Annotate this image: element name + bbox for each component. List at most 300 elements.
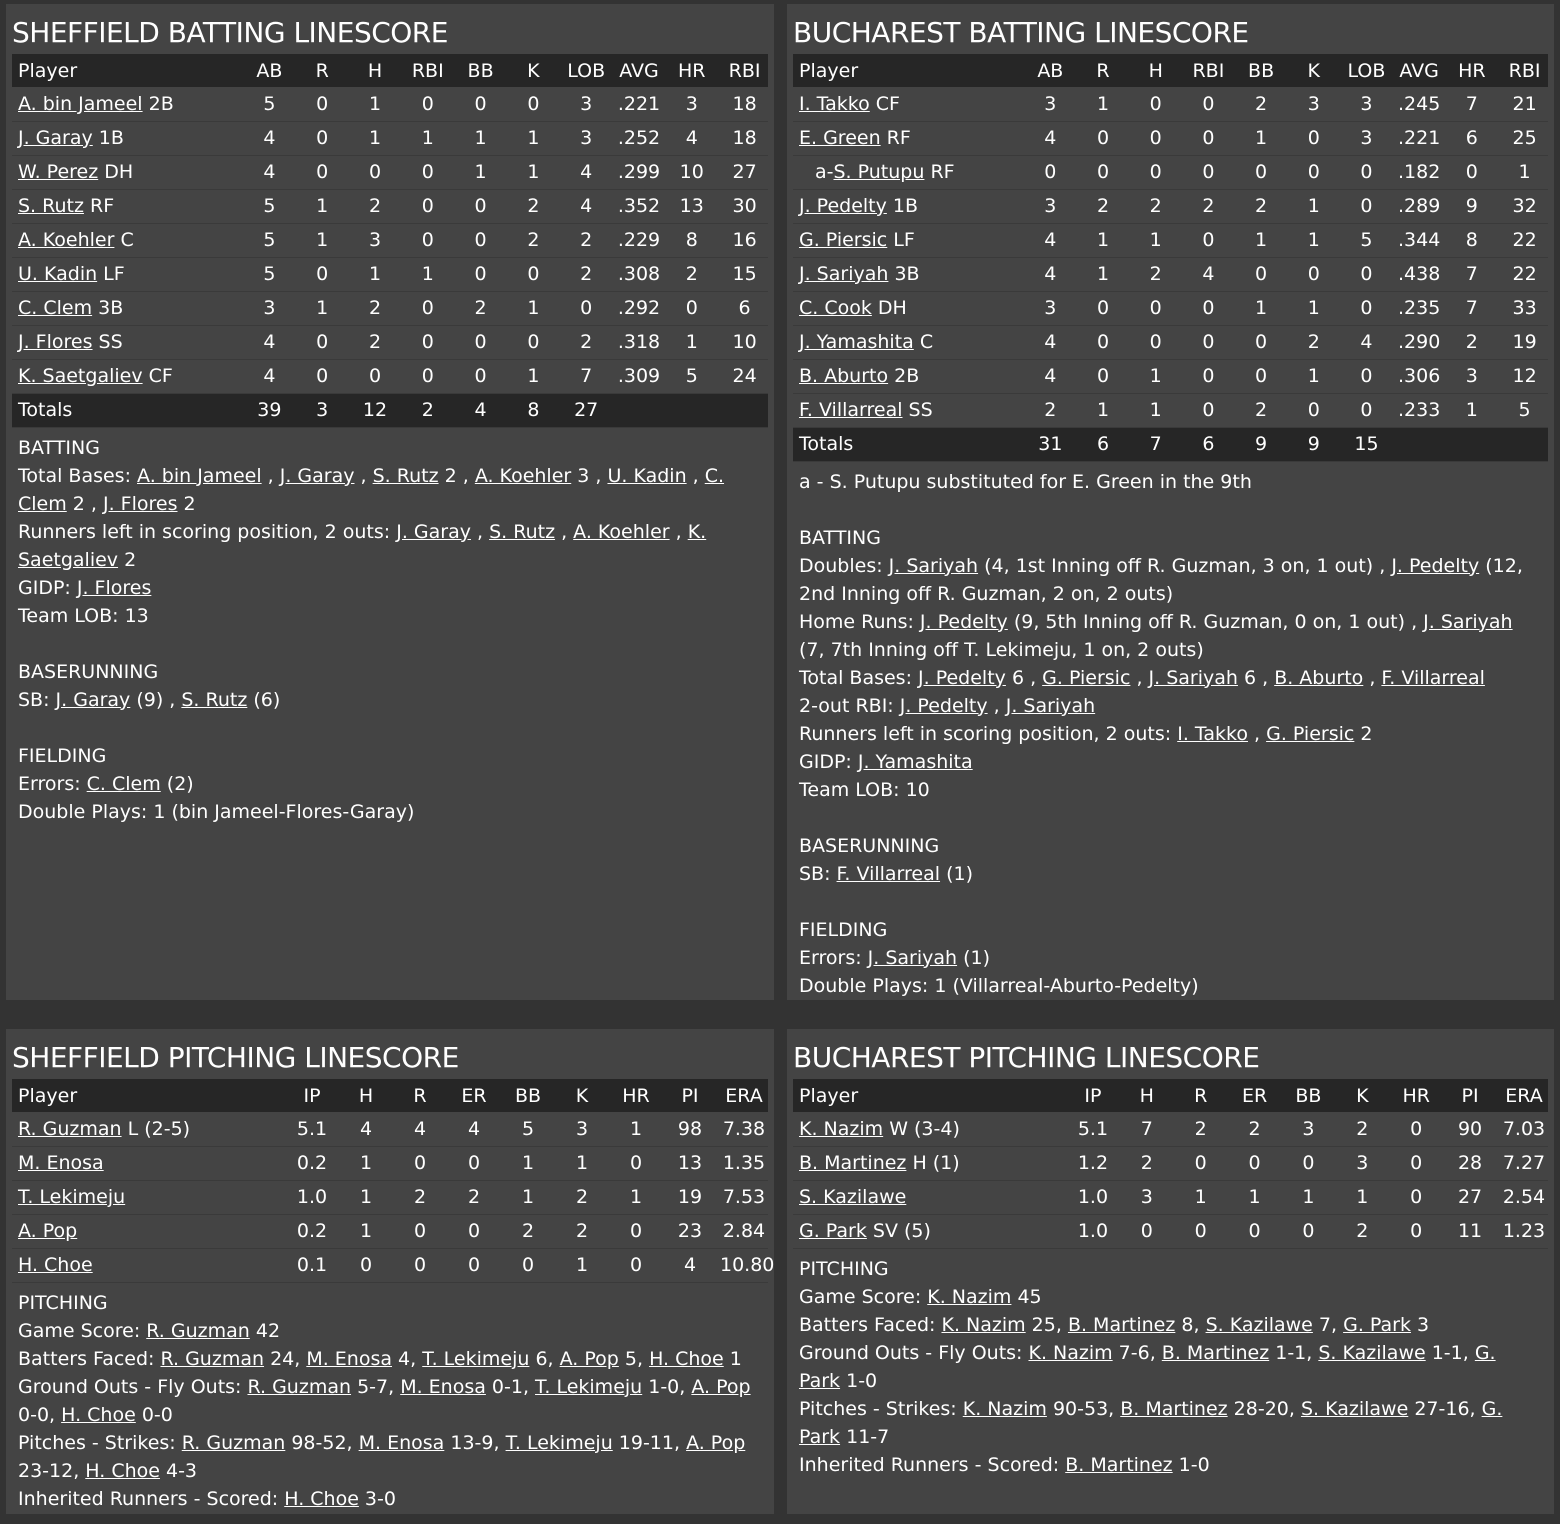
stat-cell: 3	[368, 229, 382, 251]
player-link[interactable]: S. Rutz	[489, 520, 556, 543]
stat-cell	[1495, 427, 1548, 461]
stat-cell: 3	[1360, 127, 1373, 149]
player-link[interactable]: R. Guzman	[18, 1117, 122, 1140]
player-link[interactable]: M. Enosa	[18, 1152, 104, 1174]
stat-cell: 1	[359, 1220, 373, 1242]
player-link[interactable]: J. Pedelty	[799, 195, 887, 217]
player-link[interactable]: S. Rutz	[372, 464, 439, 487]
stat-cell: 3	[1044, 297, 1057, 319]
player-link[interactable]: B. Martinez	[1120, 1397, 1228, 1420]
stat-cell: 5	[521, 1117, 535, 1140]
stat-cell: 98	[677, 1117, 703, 1140]
stat-cell: 0	[467, 1152, 481, 1174]
stat-cell: 2	[474, 297, 487, 319]
stat-cell: 2	[1149, 263, 1162, 285]
player-link[interactable]: A. Pop	[559, 1347, 619, 1370]
player-header: Player	[18, 1084, 78, 1107]
stat-cell: 2	[575, 1186, 589, 1208]
spacer	[799, 888, 1542, 916]
stat-cell: 0	[629, 1254, 643, 1276]
player-header: Player	[799, 59, 859, 82]
player-row	[12, 1146, 768, 1180]
player-cell: A. bin Jameel 2B	[18, 92, 174, 115]
stat-cell: 1	[1465, 399, 1478, 421]
stat-header: ERA	[1505, 1084, 1543, 1107]
stat-cell: 1	[1518, 161, 1531, 183]
stat-cell: 2	[1356, 1117, 1369, 1140]
stat-header: H	[367, 59, 383, 82]
player-link[interactable]: M. Enosa	[400, 1375, 486, 1398]
spacer	[799, 496, 1542, 524]
player-link[interactable]: B. Aburto	[799, 365, 889, 387]
stat-header: PI	[681, 1084, 699, 1107]
stat-cell: 0	[1096, 297, 1110, 319]
player-link[interactable]: C. Clem	[18, 297, 93, 319]
player-row	[12, 1180, 768, 1214]
player-link[interactable]: J. Flores	[103, 492, 178, 515]
stat-cell: 1	[1255, 297, 1268, 319]
stat-header: R	[315, 59, 329, 82]
player-row	[12, 1214, 768, 1248]
stat-header: BB	[514, 1084, 542, 1107]
player-link[interactable]: K. Saetgaliev	[18, 365, 143, 387]
stat-header: BB	[1248, 59, 1275, 82]
stat-header: RBI	[411, 59, 444, 82]
stat-header: BB	[1295, 1084, 1322, 1107]
player-link[interactable]: A. Pop	[686, 1431, 746, 1454]
player-link[interactable]: H. Choe	[284, 1487, 359, 1510]
player-cell: J. Garay 1B	[18, 127, 124, 149]
stat-cell: 0	[316, 263, 329, 285]
stat-cell: 2	[1255, 399, 1268, 421]
player-link[interactable]: T. Lekimeju	[422, 1347, 530, 1370]
player-link[interactable]: R. Guzman	[146, 1319, 250, 1342]
stat-cell: 0	[1202, 365, 1215, 387]
player-link[interactable]: J. Sariyah	[1423, 610, 1513, 633]
stat-cell	[715, 393, 768, 427]
stat-cell: 0	[1096, 365, 1110, 387]
stat-cell: 1	[1356, 1186, 1369, 1208]
player-link[interactable]: H. Choe	[649, 1347, 724, 1370]
stat-cell: 3	[1307, 92, 1320, 115]
player-link[interactable]: S. Rutz	[181, 688, 248, 711]
player-row	[12, 155, 768, 189]
player-link[interactable]: A. Pop	[691, 1375, 751, 1398]
panel-title: SHEFFIELD BATTING LINESCORE	[12, 16, 448, 49]
totals-label: Totals	[18, 399, 73, 421]
stat-cell: 0	[1202, 297, 1215, 319]
stat-cell: 0	[421, 229, 434, 251]
stat-cell: 1	[629, 1186, 643, 1208]
stat-cell: 0	[1202, 229, 1215, 251]
stat-cell: 1	[421, 263, 434, 285]
stat-cell: 15	[1354, 433, 1379, 455]
stat-cell: 0	[1149, 127, 1162, 149]
stat-cell: 0	[474, 92, 487, 115]
stat-cell: 1	[1255, 229, 1268, 251]
player-row	[12, 291, 768, 325]
stat-cell: 6	[1465, 127, 1478, 149]
pitching-table	[12, 1079, 775, 1283]
stat-cell: .299	[617, 161, 661, 183]
note-line: FIELDING	[18, 744, 107, 767]
note-line: Errors: J. Sariyah (1)	[799, 946, 991, 969]
stat-cell: 0	[1194, 1152, 1207, 1174]
player-cell: B. Martinez H (1)	[799, 1152, 960, 1174]
stat-cell: 3	[580, 127, 593, 149]
batting-table	[793, 54, 1548, 462]
stat-cell: 25	[1512, 127, 1537, 149]
stat-cell: 1	[527, 365, 540, 387]
player-cell: J. Sariyah 3B	[799, 263, 920, 285]
stat-header: HR	[678, 59, 706, 82]
note-line: Ground Outs - Fly Outs: R. Guzman 5-7, M. Enosa 0-1, T. Lekimeju 1-0, A. Pop 0-0, H. Choe 0-0	[18, 1375, 751, 1426]
stat-cell: 1	[421, 127, 434, 149]
player-link[interactable]: F. Villarreal	[836, 862, 941, 885]
player-link[interactable]: U. Kadin	[607, 464, 687, 487]
stat-cell: 0	[1202, 331, 1215, 353]
stat-cell: 0	[527, 331, 540, 353]
player-link[interactable]: J. Sariyah	[799, 263, 889, 285]
stat-cell: 0	[316, 92, 329, 115]
player-link[interactable]: R. Guzman	[247, 1375, 352, 1398]
stat-cell: 2.54	[1502, 1186, 1546, 1208]
stat-cell: 2	[1255, 92, 1268, 115]
stat-cell: 2	[1096, 195, 1110, 217]
stat-cell: 0	[421, 331, 434, 353]
player-link[interactable]: B. Martinez	[1065, 1453, 1173, 1476]
player-cell: J. Flores SS	[18, 331, 123, 353]
player-link[interactable]: U. Kadin	[18, 263, 98, 285]
player-link[interactable]: F. Villarreal	[1381, 666, 1485, 689]
note-line: Runners left in scoring position, 2 outs: I. Takko , G. Piersic 2	[799, 722, 1373, 745]
stat-cell	[610, 393, 663, 427]
player-row	[793, 1146, 1548, 1180]
player-link[interactable]: K. Nazim	[941, 1313, 1026, 1336]
player-link[interactable]: G. Piersic	[799, 229, 888, 251]
stat-cell: 4	[263, 365, 276, 387]
player-row	[793, 1112, 1548, 1146]
player-link[interactable]: T. Lekimeju	[535, 1375, 643, 1398]
player-link[interactable]: J. Pedelty	[919, 610, 1008, 633]
player-row	[793, 325, 1548, 359]
note-line: Errors: C. Clem (2)	[18, 772, 194, 795]
stat-cell: 0	[474, 229, 487, 251]
player-link[interactable]: M. Enosa	[306, 1347, 393, 1370]
stat-cell: 1	[1194, 1186, 1207, 1208]
stat-cell: .289	[1398, 195, 1441, 217]
player-link[interactable]: T. Lekimeju	[505, 1431, 613, 1454]
stat-cell: .309	[617, 365, 661, 387]
stat-cell: 8	[1465, 229, 1478, 251]
player-link[interactable]: R. Guzman	[160, 1347, 265, 1370]
stat-cell: 5	[1360, 229, 1373, 251]
player-link[interactable]: A. Koehler	[573, 520, 670, 543]
stat-cell: 0	[474, 331, 487, 353]
player-cell: W. Perez DH	[18, 161, 134, 183]
player-link[interactable]: I. Takko	[799, 92, 870, 115]
stat-cell: 4	[580, 195, 593, 217]
stat-cell: 0	[421, 365, 434, 387]
stat-cell: .233	[1398, 399, 1441, 421]
panel-title: SHEFFIELD PITCHING LINESCORE	[12, 1041, 459, 1074]
stat-header: AVG	[1399, 59, 1439, 82]
note-line: a - S. Putupu substituted for E. Green in the 9th	[799, 470, 1252, 493]
stat-header: HR	[622, 1084, 650, 1107]
player-link[interactable]: J. Pedelty	[918, 666, 1006, 689]
stat-cell: 9	[1255, 433, 1268, 455]
player-link[interactable]: G. Piersic	[1042, 666, 1131, 689]
stat-cell: 1.35	[722, 1152, 766, 1174]
stat-header: R	[1096, 59, 1110, 82]
player-cell: S. Rutz RF	[18, 195, 115, 217]
player-link[interactable]: J. Garay	[396, 520, 471, 543]
stat-cell: 7	[1149, 433, 1162, 455]
player-link[interactable]: J. Garay	[18, 127, 93, 149]
player-link[interactable]: B. Martinez	[799, 1152, 907, 1174]
spacer	[799, 804, 1542, 832]
stat-cell: 0	[413, 1152, 427, 1174]
stat-cell: 0.1	[296, 1254, 328, 1276]
stat-cell: 1	[575, 1254, 589, 1276]
stat-header: R	[413, 1084, 427, 1107]
player-link[interactable]: G. Park	[799, 1220, 867, 1242]
stat-cell: 18	[732, 127, 757, 149]
header-row	[793, 54, 1548, 87]
stat-cell: 2	[1202, 195, 1215, 217]
spacer	[18, 714, 762, 742]
player-row	[12, 325, 768, 359]
stat-cell: 0	[1248, 1220, 1261, 1242]
stat-cell: 0.2	[296, 1220, 328, 1242]
stat-cell: .182	[1398, 161, 1441, 183]
player-link[interactable]: R. Guzman	[181, 1431, 286, 1454]
stat-cell: 0	[1360, 399, 1373, 421]
stat-cell: 2	[1465, 331, 1478, 353]
stat-cell: 1.0	[1077, 1186, 1109, 1208]
stat-cell: 0	[1360, 365, 1373, 387]
player-link[interactable]: K. Nazim	[1028, 1341, 1113, 1364]
player-link[interactable]: E. Green	[799, 127, 881, 149]
player-row	[12, 1112, 768, 1146]
stat-header: K	[575, 1084, 589, 1107]
stat-cell: 0	[1140, 1220, 1153, 1242]
player-link[interactable]: S. Kazilawe	[799, 1186, 907, 1208]
stat-cell: 1	[1307, 195, 1320, 217]
player-cell: G. Piersic LF	[799, 229, 915, 251]
player-row	[793, 223, 1548, 257]
player-link[interactable]: H. Choe	[61, 1403, 136, 1426]
stat-cell: 0	[1096, 161, 1110, 183]
stat-cell: 3	[1465, 365, 1478, 387]
stat-cell: 1	[527, 161, 540, 183]
stat-cell: 0	[368, 161, 382, 183]
player-link[interactable]: B. Aburto	[1274, 666, 1364, 689]
player-link[interactable]: J. Garay	[279, 464, 355, 487]
stat-cell: 1	[316, 195, 329, 217]
stat-cell: 0	[1255, 365, 1268, 387]
stat-cell: 4	[467, 1117, 481, 1140]
player-link[interactable]: A. bin Jameel	[137, 464, 262, 487]
player-link[interactable]: H. Choe	[85, 1459, 160, 1482]
player-link[interactable]: J. Pedelty	[899, 694, 988, 717]
stat-cell: 5	[263, 195, 276, 217]
stat-cell: 10	[679, 161, 704, 183]
player-cell: C. Clem 3B	[18, 297, 124, 319]
note-line: PITCHING	[799, 1257, 889, 1280]
stat-cell: 0	[1255, 331, 1268, 353]
player-link[interactable]: A. Koehler	[18, 229, 115, 251]
player-cell: R. Guzman L (2-5)	[18, 1117, 191, 1140]
player-link[interactable]: J. Sariyah	[867, 946, 958, 969]
pitching-notes	[12, 1283, 768, 1513]
player-link[interactable]: B. Martinez	[1161, 1341, 1270, 1364]
player-link[interactable]: B. Martinez	[1067, 1313, 1176, 1336]
stat-cell: 7	[1465, 297, 1478, 319]
stat-cell: 28	[1457, 1152, 1483, 1174]
player-link[interactable]: K. Nazim	[962, 1397, 1047, 1420]
stat-cell: 1	[1255, 127, 1268, 149]
note-line: 2-out RBI: J. Pedelty , J. Sariyah	[799, 694, 1096, 717]
stat-header: K	[1307, 59, 1321, 82]
stat-cell: 2	[580, 263, 593, 285]
player-cell	[12, 1248, 282, 1282]
player-link[interactable]: J. Garay	[55, 688, 131, 711]
stat-cell: 11	[1457, 1220, 1483, 1242]
stat-header: ER	[461, 1084, 487, 1107]
stat-cell: 1	[1307, 229, 1320, 251]
player-link[interactable]: G. Park	[799, 1341, 1496, 1392]
stat-cell: 2	[1248, 1117, 1261, 1140]
player-cell: B. Aburto 2B	[799, 365, 920, 387]
stat-header: K	[1356, 1084, 1369, 1107]
totals-label: Totals	[799, 433, 854, 455]
player-link[interactable]: J. Sariyah	[1005, 694, 1096, 717]
player-link[interactable]: G. Park	[1343, 1313, 1411, 1336]
stat-cell: 0	[413, 1220, 427, 1242]
stat-cell: 19	[1512, 331, 1537, 353]
player-link[interactable]: J. Flores	[76, 576, 152, 599]
stat-cell: 0	[1255, 263, 1268, 285]
stat-cell: 7	[1465, 263, 1478, 285]
player-link[interactable]: K. Nazim	[799, 1117, 884, 1140]
stat-cell: 0	[1360, 263, 1373, 285]
stat-header: IP	[303, 1084, 321, 1107]
player-link[interactable]: G. Park	[799, 1397, 1503, 1448]
note-line: Inherited Runners - Scored: B. Martinez 1-0	[799, 1453, 1210, 1476]
player-link[interactable]: C. Cook	[799, 297, 872, 319]
stat-cell: 7	[1465, 92, 1478, 115]
stat-header: IP	[1084, 1084, 1102, 1107]
note-line: Batters Faced: K. Nazim 25, B. Martinez 8, S. Kazilawe 7, G. Park 3	[799, 1313, 1430, 1336]
stat-cell	[1390, 427, 1443, 461]
stat-cell: 4	[1360, 331, 1373, 353]
stat-cell: 13	[677, 1152, 703, 1174]
player-link[interactable]: K. Saetgaliev	[18, 520, 707, 571]
stat-cell: 0	[421, 92, 434, 115]
player-link[interactable]: C. Clem	[86, 772, 161, 795]
player-link[interactable]: S. Putupu	[833, 161, 925, 183]
player-link[interactable]: H. Choe	[18, 1254, 93, 1276]
header-row	[12, 1079, 768, 1112]
player-link[interactable]: G. Piersic	[1266, 722, 1355, 745]
note-line: Double Plays: 1 (Villarreal-Aburto-Pedelty)	[799, 974, 1199, 997]
player-link[interactable]: S. Kazilawe	[1300, 1397, 1409, 1420]
stat-cell: .292	[617, 297, 661, 319]
batting-notes	[12, 428, 768, 826]
player-link[interactable]: M. Enosa	[358, 1431, 445, 1454]
spacer	[18, 630, 762, 658]
player-link[interactable]: A. Koehler	[474, 464, 572, 487]
player-link[interactable]: J. Yamashita	[857, 750, 973, 773]
note-line: BATTING	[799, 526, 881, 549]
player-link[interactable]: C. Clem	[18, 464, 725, 515]
player-link[interactable]: J. Sariyah	[1148, 666, 1238, 689]
player-link[interactable]: J. Yamashita	[799, 331, 914, 353]
stat-cell: 0	[1202, 92, 1215, 115]
stat-cell: 0.2	[296, 1152, 328, 1174]
player-link[interactable]: I. Takko	[1177, 722, 1248, 745]
stat-cell: 32	[1512, 195, 1537, 217]
note-line: PITCHING	[18, 1291, 108, 1314]
stat-cell: .229	[617, 229, 661, 251]
stat-cell: 2	[580, 331, 593, 353]
player-link[interactable]: A. Pop	[18, 1220, 78, 1242]
player-link[interactable]: K. Nazim	[927, 1285, 1012, 1308]
note-line: Inherited Runners - Scored: H. Choe 3-0	[18, 1487, 396, 1510]
player-row	[12, 1248, 768, 1282]
stat-cell: 0	[629, 1152, 643, 1174]
stat-cell: 2	[1149, 195, 1162, 217]
player-link[interactable]: W. Perez	[18, 161, 99, 183]
stat-cell: 0	[359, 1254, 373, 1276]
stat-cell: 0	[1307, 161, 1320, 183]
player-link[interactable]: T. Lekimeju	[18, 1186, 126, 1208]
player-link[interactable]: J. Pedelty	[1391, 554, 1480, 577]
player-link[interactable]: S. Kazilawe	[1318, 1341, 1426, 1364]
stat-cell: 1.2	[1077, 1152, 1109, 1174]
stat-header: ERA	[725, 1084, 763, 1107]
player-row	[793, 291, 1548, 325]
stat-cell: 0	[1044, 161, 1057, 183]
stat-cell: 2	[1307, 331, 1320, 353]
player-link[interactable]: J. Flores	[18, 331, 93, 353]
player-link[interactable]: J. Sariyah	[888, 554, 979, 577]
stat-cell: 33	[1512, 297, 1537, 319]
player-cell: F. Villarreal SS	[799, 399, 933, 421]
stat-cell: 1	[527, 297, 540, 319]
stat-header: RBI	[1508, 59, 1541, 82]
player-link[interactable]: A. bin Jameel	[18, 92, 143, 115]
stat-header: H	[358, 1084, 374, 1107]
stat-header: K	[527, 59, 540, 82]
stat-cell: 0	[474, 263, 487, 285]
player-row	[793, 257, 1548, 291]
note-line: GIDP: J. Yamashita	[799, 750, 973, 773]
player-link[interactable]: S. Kazilawe	[1205, 1313, 1313, 1336]
player-link[interactable]: F. Villarreal	[799, 399, 903, 421]
stat-cell: 0	[316, 331, 329, 353]
stat-cell: 19	[677, 1186, 703, 1208]
stat-header: BB	[467, 59, 494, 82]
player-link[interactable]: S. Rutz	[18, 195, 84, 217]
stat-cell: 0	[1202, 127, 1215, 149]
stat-cell: 27	[1457, 1186, 1483, 1208]
stat-cell: 1	[527, 127, 540, 149]
stat-cell: .290	[1398, 331, 1441, 353]
stat-cell: 0	[316, 365, 329, 387]
stat-cell: .318	[617, 331, 661, 353]
